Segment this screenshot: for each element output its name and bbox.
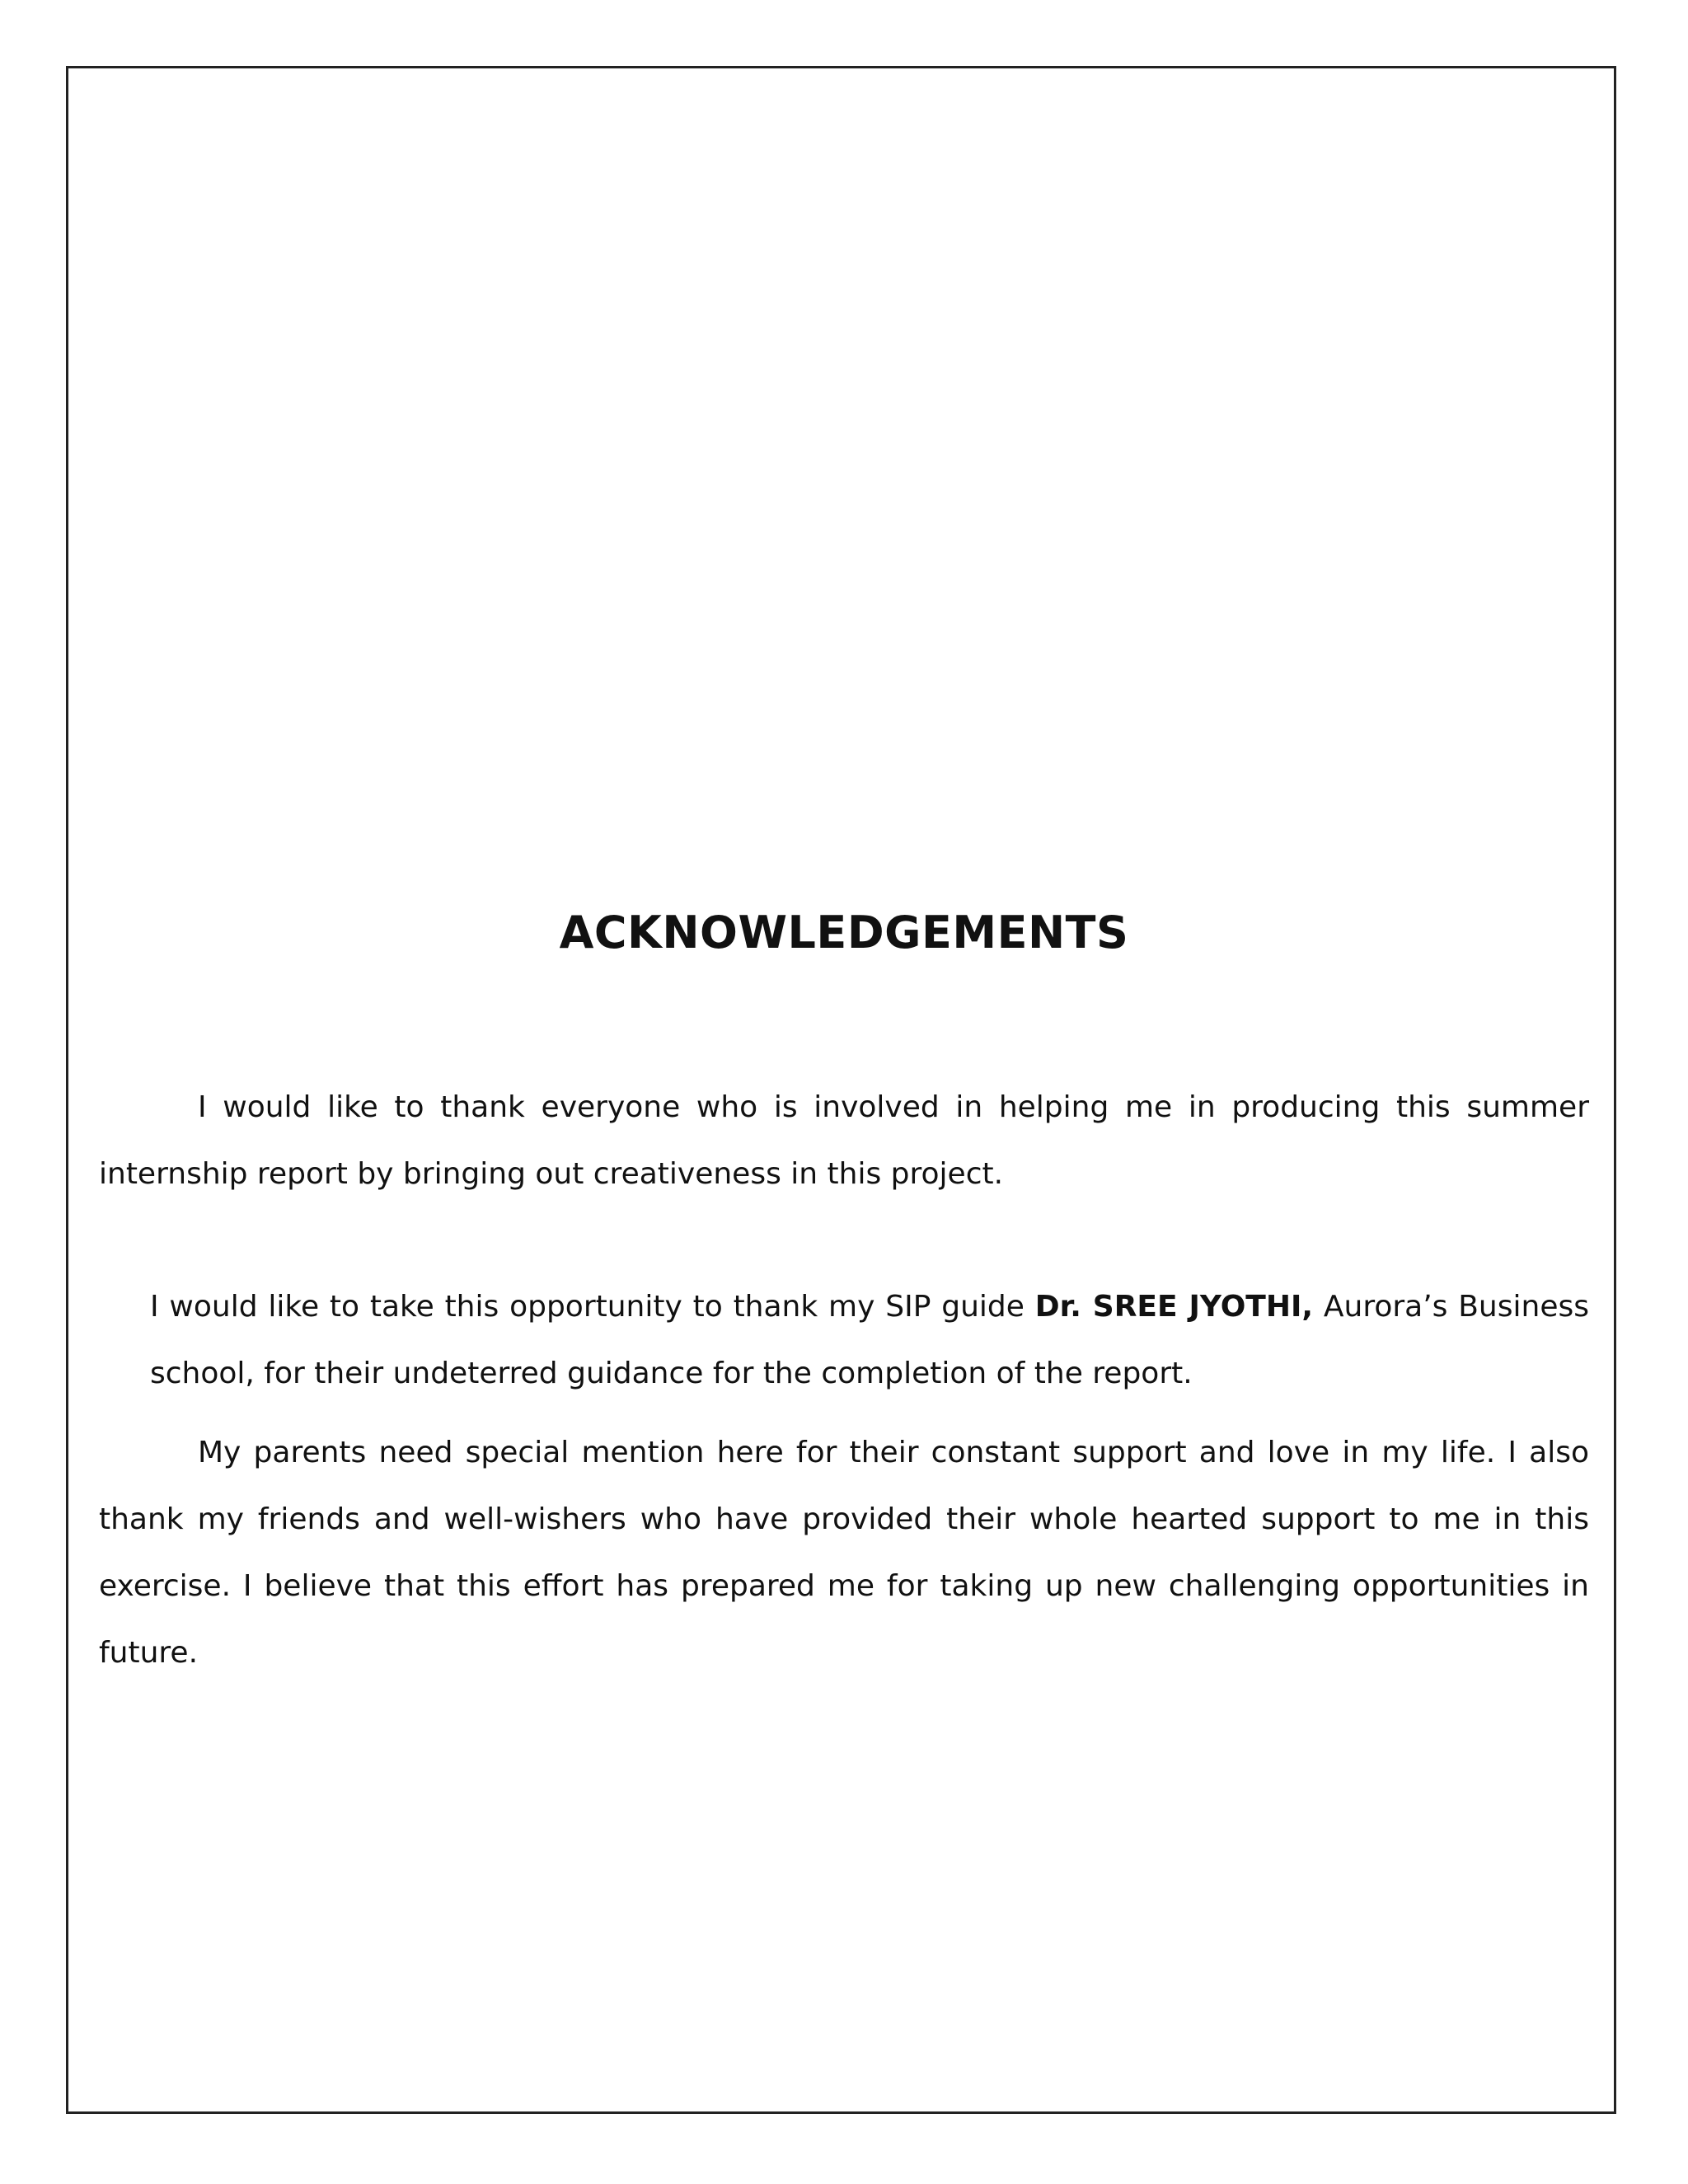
page-title: ACKNOWLEDGEMENTS xyxy=(559,907,1129,958)
paragraph-guide-intro: I would like to take this opportunity to thank my SIP guide xyxy=(150,1290,1035,1324)
paragraph-thanks: I would like to thank everyone who is involved in helping me in producing this summer internship report by bringing out creativeness in this project. xyxy=(99,1090,1589,1191)
paragraph-guide xyxy=(150,1273,1589,1407)
guide-name: Dr. SREE JYOTHI, xyxy=(1034,1290,1314,1324)
paragraph-parents: My parents need special mention here for their constant support and love in my life. I also thank my friends and well-wishers who have provided their whole hearted support to me in this exercise. I believe that this effort has prepared me for taking up new challenging opportunities in future. xyxy=(99,1436,1589,1670)
paragraph-guide-rest: Aurora’s Business school, for their undeterred guidance for the completion of the report. xyxy=(150,1290,1589,1390)
